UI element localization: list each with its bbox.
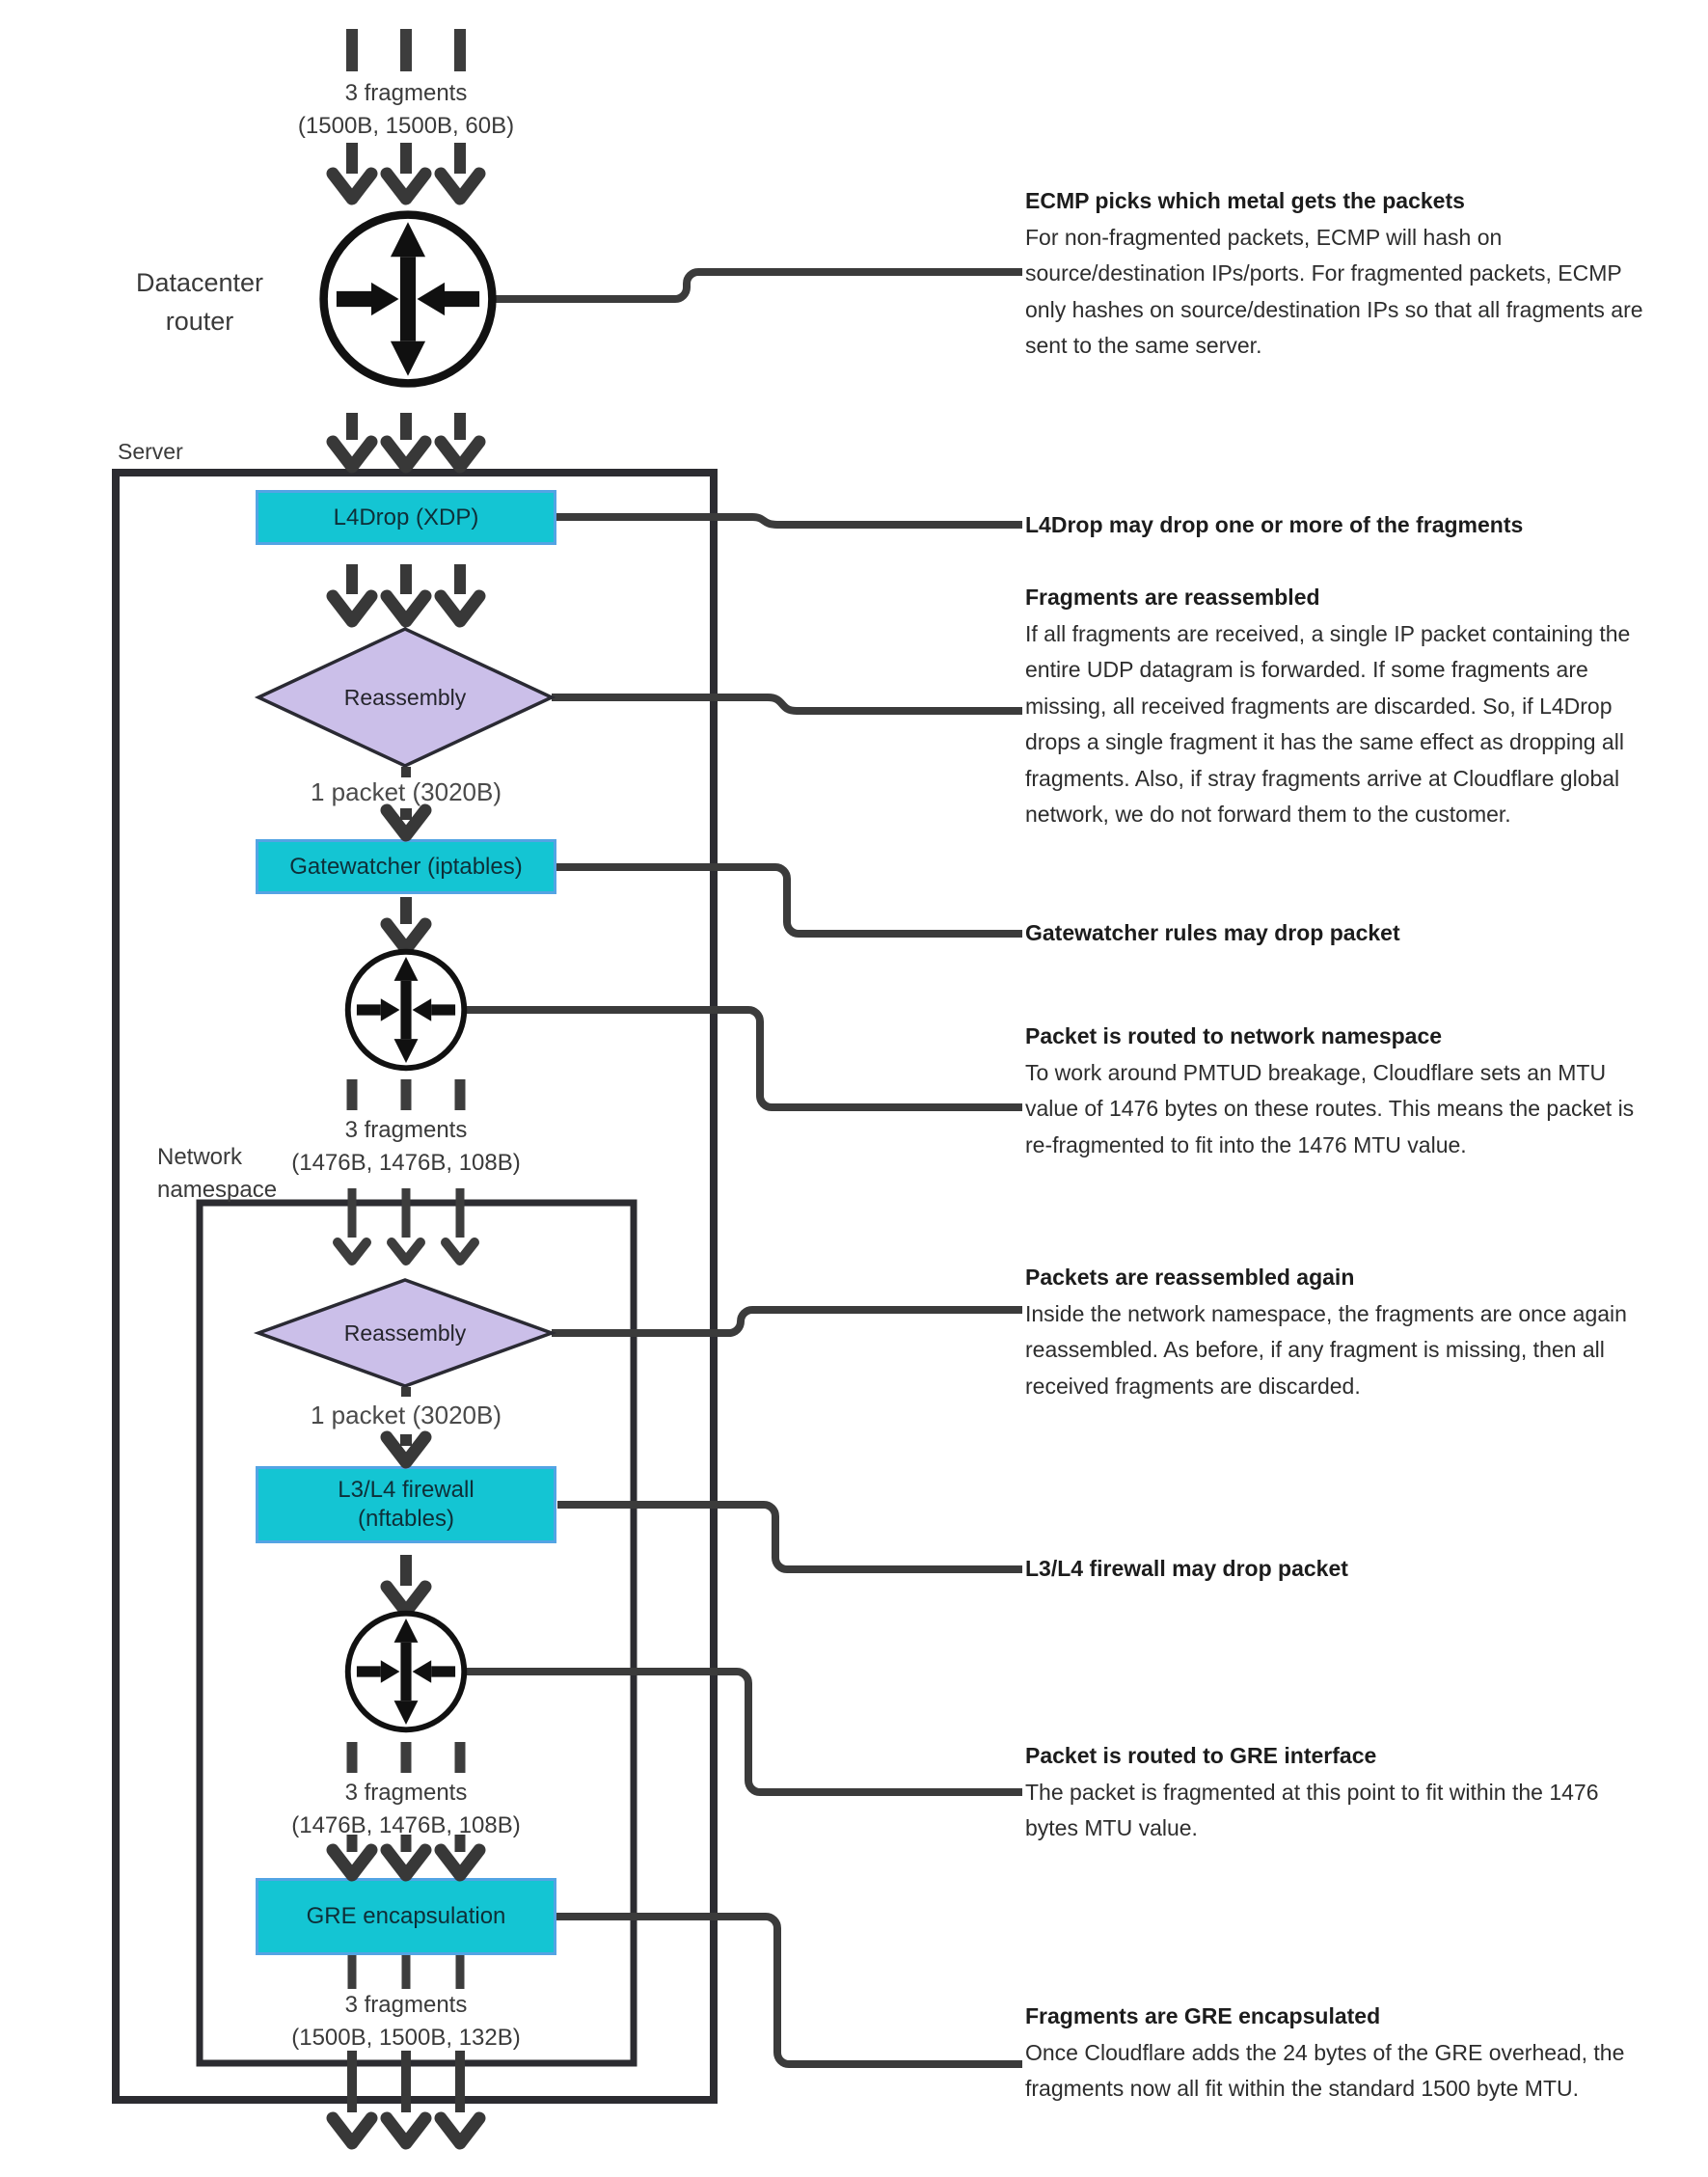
arrow-into-router3 [387, 1555, 425, 1612]
annotation-gatewatcher-heading: Gatewatcher rules may drop packet [1025, 920, 1400, 945]
gre-encapsulation-label: GRE encapsulation [306, 1903, 506, 1929]
annotation-routed-gre-heading: Packet is routed to GRE interface [1025, 1743, 1377, 1768]
annotation-ecmp-heading: ECMP picks which metal gets the packets [1025, 188, 1465, 213]
arrows-into-server [333, 413, 479, 467]
outgoing-fragments-count: 3 fragments [344, 1992, 468, 2018]
gatewatcher-label: Gatewatcher (iptables) [289, 853, 523, 880]
mid-fragments2-count: 3 fragments [344, 1780, 468, 1806]
incoming-fragments-sizes: (1500B, 1500B, 60B) [297, 113, 515, 139]
outgoing-fragments-label [237, 1989, 575, 2055]
annotation-gre-encapsulated [1025, 1999, 1650, 2108]
datacenter-router-icon [324, 215, 493, 384]
arrows-into-router [333, 143, 479, 199]
connector-l3l4 [557, 1505, 1022, 1569]
annotation-l3l4-heading: L3/L4 firewall may drop packet [1025, 1556, 1348, 1581]
router2-fragment-dashes [352, 1079, 460, 1110]
annotation-l3l4 [1025, 1551, 1650, 1588]
connector-route-namespace [463, 1010, 1022, 1107]
arrows-into-namespace [338, 1188, 474, 1261]
mid-fragments2-label [237, 1777, 575, 1842]
datacenter-router-label: Datacenter router [135, 268, 264, 336]
arrow-into-router2 [387, 897, 425, 949]
incoming-fragments-label [237, 77, 575, 143]
server-label: Server [118, 439, 183, 464]
l4drop-label: L4Drop (XDP) [333, 503, 479, 531]
annotation-l4drop-heading: L4Drop may drop one or more of the fragments [1025, 512, 1524, 537]
connector-route-gre [463, 1672, 1022, 1792]
namespace-route-router-icon [348, 952, 465, 1069]
annotation-routed-gre [1025, 1738, 1650, 1847]
reassembly2-label: Reassembly [343, 1320, 467, 1346]
l3l4-firewall-label-line2: (nftables) [357, 1506, 455, 1532]
annotation-gatewatcher [1025, 915, 1650, 952]
gre-route-router-icon [348, 1614, 465, 1730]
packet1-label: 1 packet (3020B) [310, 777, 502, 806]
outgoing-fragment-arrows [333, 2051, 479, 2143]
mid-fragments2-sizes: (1476B, 1476B, 108B) [291, 1812, 521, 1838]
annotation-gre-encapsulated-heading: Fragments are GRE encapsulated [1025, 2003, 1381, 2028]
annotation-ecmp [1025, 183, 1650, 365]
annotation-reassembled-body: If all fragments are received, a single IP packet containing the entire UDP datagram is forwarded. If some fragments are missing, all received fragments are discarded. So, if L4Drop drops a single fragment it has the same effect as dropping all fragments. Also, if stray fragments arrive at Cloudflare global network, we do not forward them to the customer. [1025, 620, 1631, 827]
annotation-reassembled-heading: Fragments are reassembled [1025, 585, 1320, 610]
annotation-routed-namespace [1025, 1019, 1650, 1163]
annotation-reassembled-again-body: Inside the network namespace, the fragments are once again reassembled. As before, if any fragment is missing, then all received fragments are discarded. [1025, 1300, 1627, 1399]
connector-ecmp [495, 272, 1022, 299]
reassembly1-label: Reassembly [343, 685, 467, 710]
connector-gre [556, 1917, 1022, 2064]
outgoing-fragments-sizes: (1500B, 1500B, 132B) [291, 2025, 521, 2051]
connector-l4drop [556, 517, 1022, 525]
gre-output-lines [352, 1955, 460, 1989]
l3l4-firewall-label-line1: L3/L4 firewall [338, 1477, 474, 1503]
annotation-routed-gre-body: The packet is fragmented at this point to fit within the 1476 bytes MTU value. [1025, 1779, 1599, 1840]
packet2-label: 1 packet (3020B) [310, 1401, 502, 1429]
mid-fragments1-count: 3 fragments [344, 1117, 468, 1143]
incoming-fragment-dashes [352, 29, 460, 71]
router3-fragment-dashes [352, 1742, 460, 1773]
arrow-into-gatewatcher [387, 808, 425, 835]
annotation-reassembled-again-heading: Packets are reassembled again [1025, 1265, 1355, 1290]
annotation-routed-namespace-heading: Packet is routed to network namespace [1025, 1023, 1443, 1048]
connector-reassembly1 [552, 697, 1022, 711]
annotation-reassembled-again [1025, 1260, 1650, 1404]
arrows-into-reassembly1 [333, 564, 479, 621]
arrow-into-l3l4 [387, 1434, 425, 1462]
mid-fragments1-sizes: (1476B, 1476B, 108B) [291, 1150, 521, 1176]
annotation-ecmp-body: For non-fragmented packets, ECMP will hash on source/destination IPs/ports. For fragmented packets, ECMP only hashes on source/destination IPs so that all fragments are sent to the same server. [1025, 224, 1643, 358]
connector-gatewatcher [556, 867, 1022, 934]
network-namespace-label: Network namespace [157, 1144, 278, 1203]
annotation-reassembled [1025, 580, 1650, 833]
connector-reassembly2 [552, 1310, 1022, 1333]
annotation-routed-namespace-body: To work around PMTUD breakage, Cloudflare sets an MTU value of 1476 bytes on these routes. This means the packet is re-fragmented to fit into the 1476 MTU value. [1025, 1059, 1635, 1157]
annotation-gre-encapsulated-body: Once Cloudflare adds the 24 bytes of the GRE overhead, the fragments now all fit within the standard 1500 byte MTU. [1025, 2039, 1625, 2101]
annotation-l4drop [1025, 507, 1650, 544]
incoming-fragments-count: 3 fragments [344, 80, 468, 106]
